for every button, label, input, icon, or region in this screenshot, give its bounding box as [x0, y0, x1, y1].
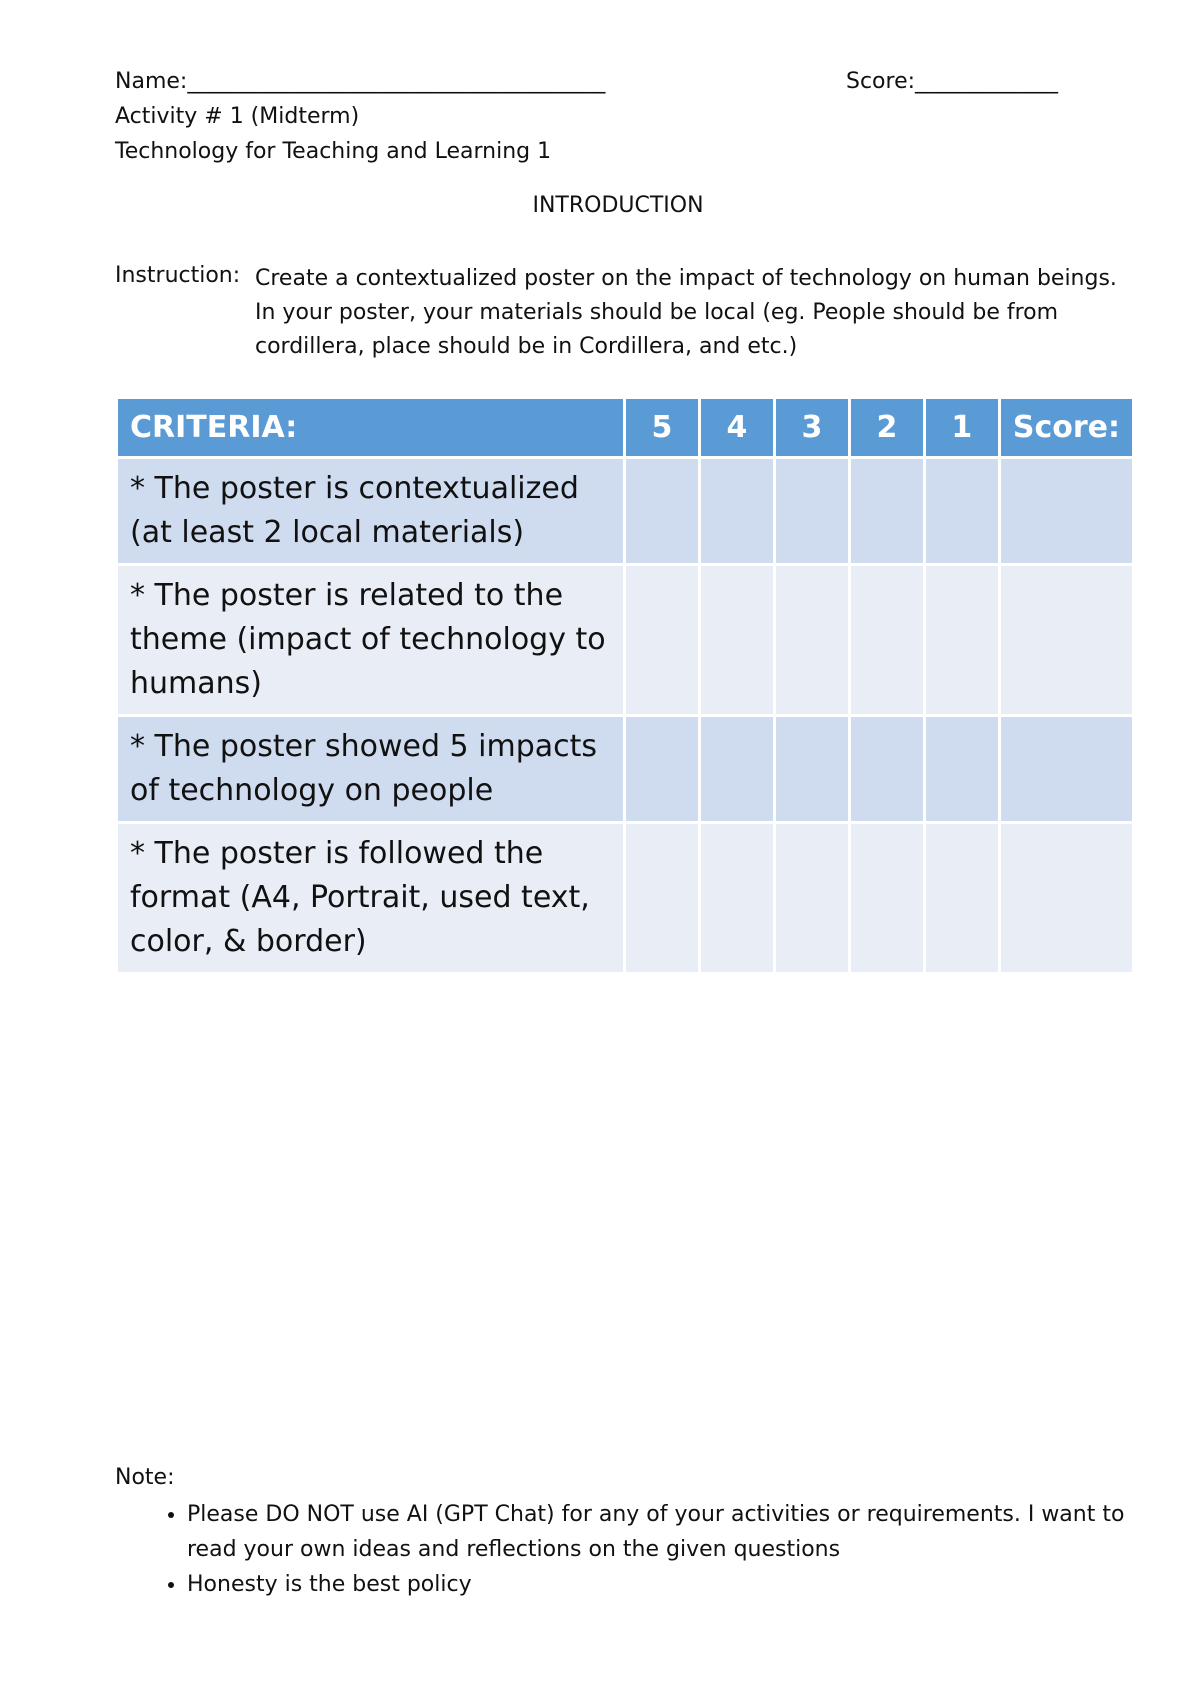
rating-cell: [626, 566, 698, 714]
rating-cell: [776, 824, 848, 972]
rating-cell: [851, 824, 923, 972]
rating-cell: [851, 566, 923, 714]
table-row: [118, 459, 1132, 563]
list-item: • Honesty is the best policy: [187, 1567, 1147, 1602]
rating-4-header: 4: [701, 399, 773, 456]
rating-cell: [926, 459, 998, 563]
activity-title: Activity # 1 (Midterm): [115, 104, 360, 129]
score-cell: [1001, 459, 1132, 563]
name-blank: ______________________________________: [187, 69, 606, 94]
table-row: [118, 566, 1132, 714]
score-header: Score:: [1001, 399, 1132, 456]
rating-cell: [926, 566, 998, 714]
rating-3-header: 3: [776, 399, 848, 456]
rubric-table: [115, 396, 1135, 975]
rating-cell: [701, 566, 773, 714]
note-list: [115, 1497, 1147, 1602]
note-label: Note:: [115, 1465, 175, 1490]
score-cell: [1001, 717, 1132, 821]
criterion-cell: * The poster is related to the theme (impact of technology to humans): [118, 566, 623, 714]
rubric-header-row: [118, 399, 1132, 456]
instruction-text: Create a contextualized poster on the impact of technology on human beings. In your poster, your materials should be local (eg. People should be from cordillera, place should be in Cordillera, and etc.): [255, 266, 1117, 359]
rating-cell: [776, 459, 848, 563]
rating-cell: [851, 459, 923, 563]
rating-cell: [701, 824, 773, 972]
score-cell: [1001, 566, 1132, 714]
rating-cell: [701, 717, 773, 821]
rating-cell: [926, 824, 998, 972]
rating-cell: [626, 717, 698, 821]
table-row: [118, 824, 1132, 972]
rating-1-header: 1: [926, 399, 998, 456]
score-label: Score:: [846, 69, 916, 94]
score-field: [846, 68, 1058, 96]
rating-cell: [851, 717, 923, 821]
name-field: [115, 68, 605, 96]
rating-5-header: 5: [626, 399, 698, 456]
criterion-cell: * The poster is followed the format (A4, Portrait, used text, color, & border): [118, 824, 623, 972]
criterion-cell: * The poster is contextualized (at least 2 local materials): [118, 459, 623, 563]
name-label: Name:: [115, 69, 188, 94]
rating-2-header: 2: [851, 399, 923, 456]
course-title: Technology for Teaching and Learning 1: [115, 139, 552, 164]
rating-cell: [626, 824, 698, 972]
instruction-label: Instruction:: [115, 263, 241, 288]
criteria-header: CRITERIA:: [118, 399, 623, 456]
rating-cell: [701, 459, 773, 563]
rating-cell: [926, 717, 998, 821]
score-blank: _____________: [915, 69, 1059, 94]
rating-cell: [776, 566, 848, 714]
table-row: [118, 717, 1132, 821]
rating-cell: [626, 459, 698, 563]
criterion-cell: * The poster showed 5 impacts of technology on people: [118, 717, 623, 821]
score-cell: [1001, 824, 1132, 972]
rating-cell: [776, 717, 848, 821]
section-title: INTRODUCTION: [532, 193, 704, 218]
list-item: • Please DO NOT use AI (GPT Chat) for any of your activities or requirements. I want to read your own ideas and reflections on the given questions: [187, 1497, 1147, 1567]
